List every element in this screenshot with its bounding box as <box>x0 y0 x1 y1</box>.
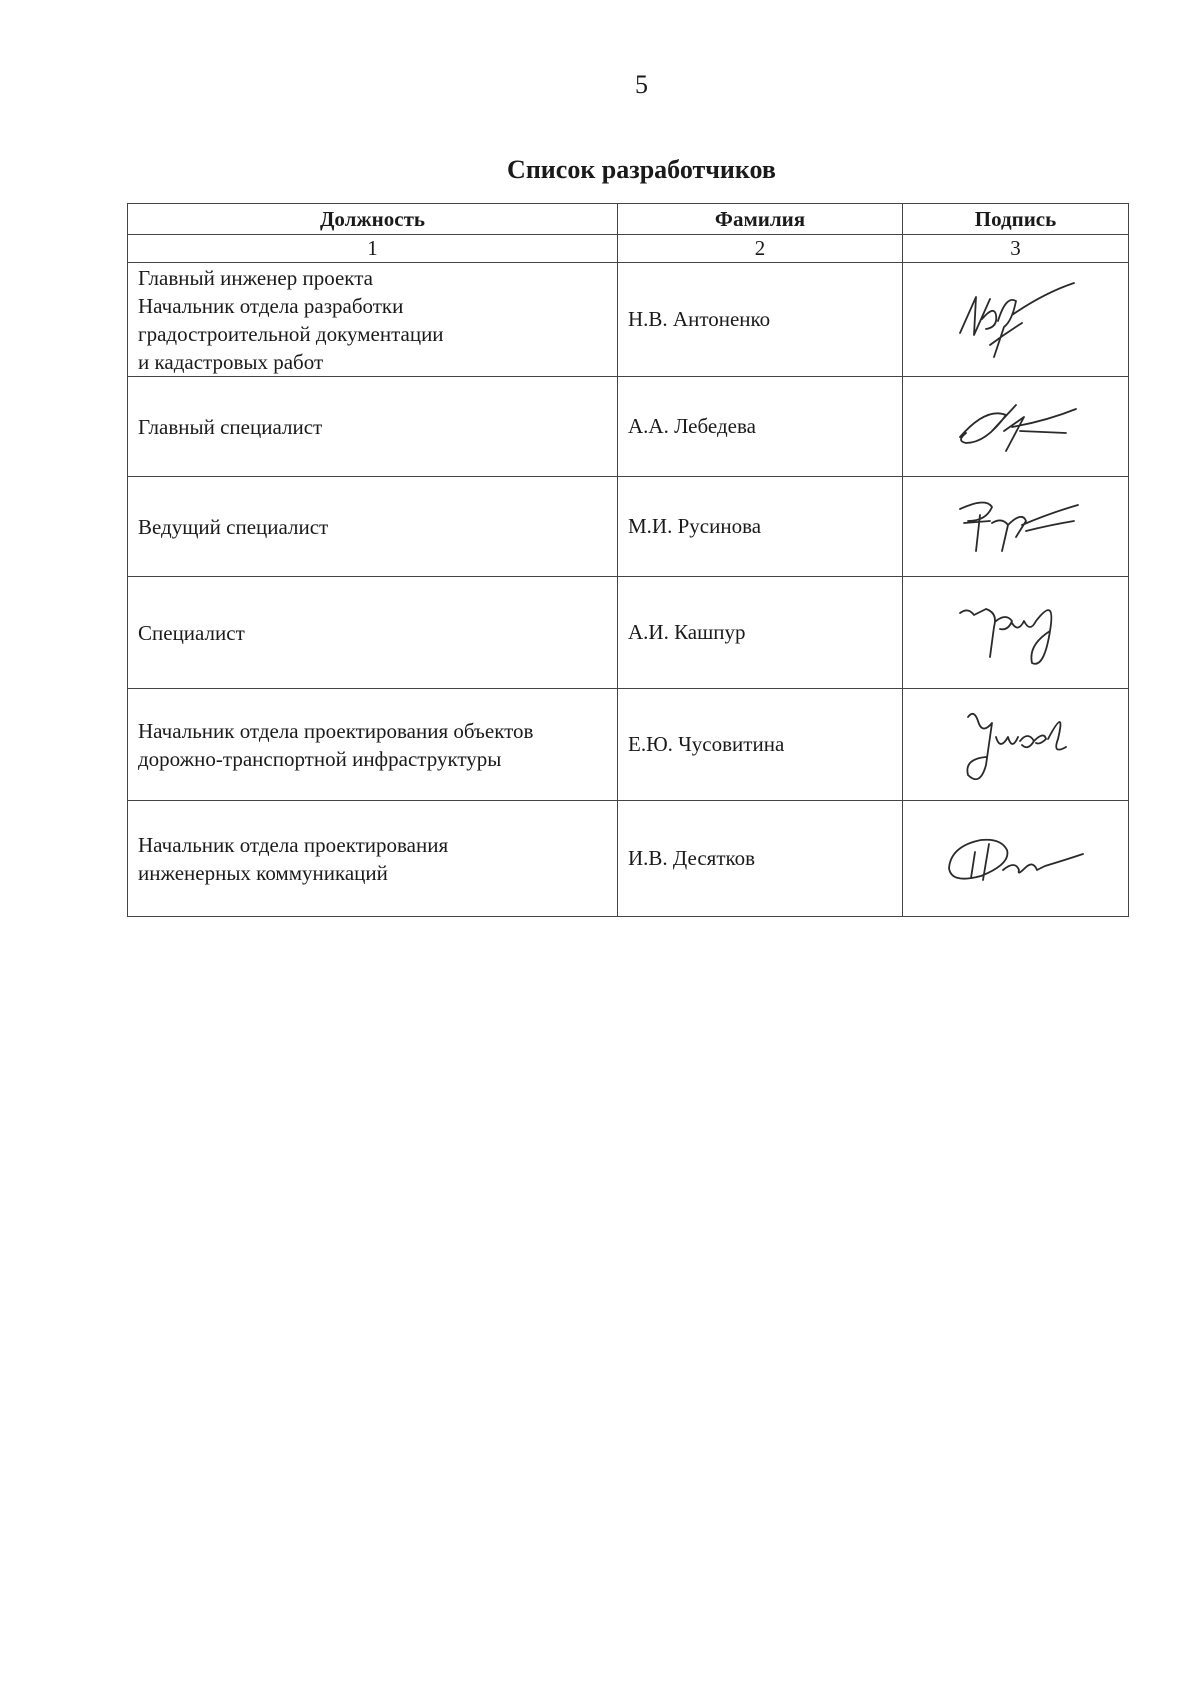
table-header-row <box>128 204 1129 235</box>
signature-cell <box>903 577 1129 689</box>
table-row <box>128 689 1129 801</box>
column-numbers-row <box>128 235 1129 263</box>
position-cell: Начальник отдела проектирования объектов дорожно-транспортной инфраструктуры <box>128 689 618 801</box>
signature-image <box>946 695 1086 795</box>
column-number: 1 <box>128 235 618 263</box>
name-cell: А.А. Лебедева <box>618 377 903 477</box>
name-cell: Н.В. Антоненко <box>618 263 903 377</box>
header-position: Должность <box>128 204 618 235</box>
position-cell: Главный инженер проекта Начальник отдела разработки градостроительной документации и кадастровых работ <box>128 263 618 377</box>
table-row <box>128 263 1129 377</box>
position-cell: Начальник отдела проектирования инженерных коммуникаций <box>128 801 618 917</box>
column-number: 3 <box>903 235 1129 263</box>
page-number: 5 <box>635 70 648 99</box>
signature-image <box>946 585 1086 681</box>
document-title: Список разработчиков <box>507 155 776 184</box>
signature-cell <box>903 689 1129 801</box>
header-name: Фамилия <box>618 204 903 235</box>
position-cell: Специалист <box>128 577 618 689</box>
table-row <box>128 577 1129 689</box>
column-number: 2 <box>618 235 903 263</box>
table-row <box>128 477 1129 577</box>
name-cell: А.И. Кашпур <box>618 577 903 689</box>
table-row <box>128 377 1129 477</box>
signature-image <box>946 387 1086 467</box>
signature-image <box>946 275 1086 365</box>
position-cell: Ведущий специалист <box>128 477 618 577</box>
signature-image <box>946 487 1086 567</box>
signature-cell <box>903 377 1129 477</box>
signature-cell <box>903 477 1129 577</box>
developers-table <box>127 203 1129 917</box>
header-signature: Подпись <box>903 204 1129 235</box>
signature-image <box>941 824 1091 894</box>
signature-cell <box>903 263 1129 377</box>
name-cell: Е.Ю. Чусовитина <box>618 689 903 801</box>
table-row <box>128 801 1129 917</box>
name-cell: М.И. Русинова <box>618 477 903 577</box>
name-cell: И.В. Десятков <box>618 801 903 917</box>
position-cell: Главный специалист <box>128 377 618 477</box>
signature-cell <box>903 801 1129 917</box>
